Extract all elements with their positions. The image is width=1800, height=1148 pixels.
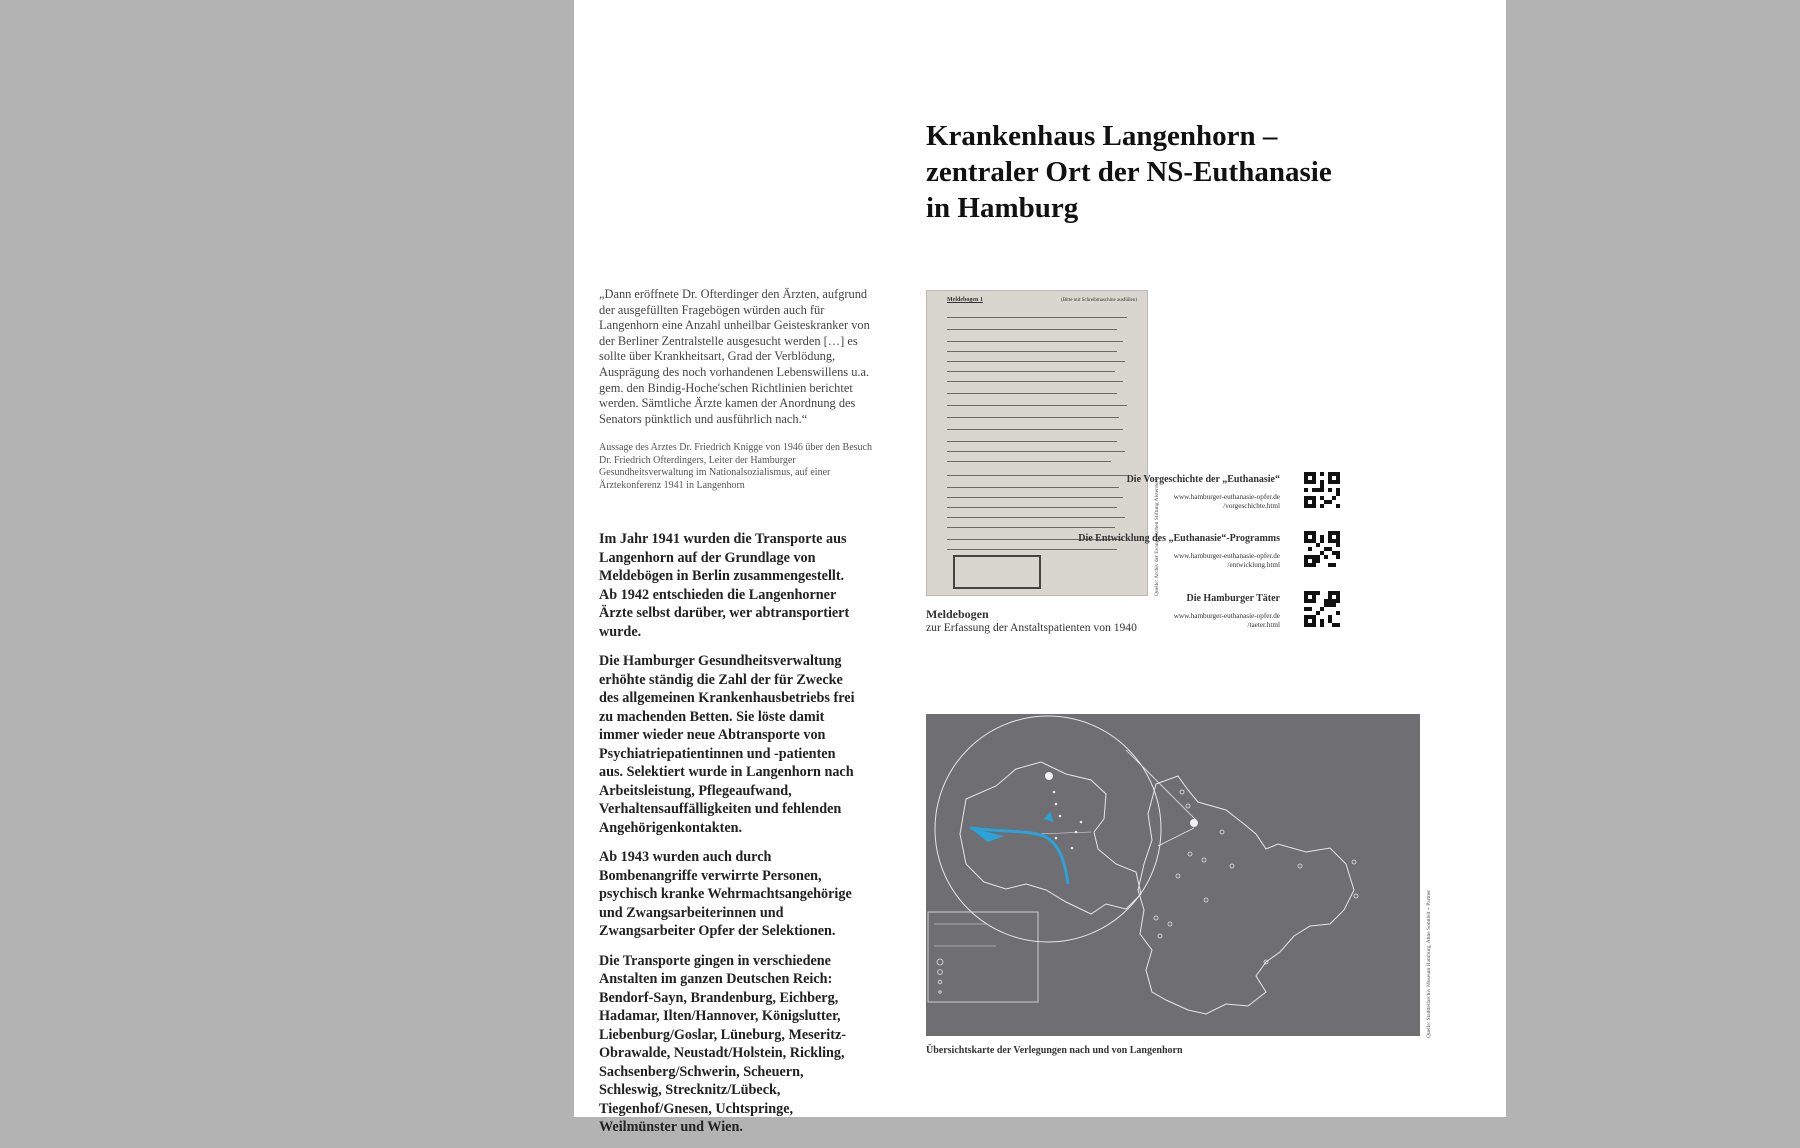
form-header-note: (Bitte mit Schreibmaschine ausfüllen) bbox=[1061, 298, 1137, 303]
paragraph: Die Hamburger Gesundheitsverwaltung erhöhte ständig die Zahl der für Zwecke des allgemeinen Krankenhausbetriebs frei zu machenden Betten. Sie löste damit immer wieder neue Abtransporte von Psychiatriepatientinnen und -patienten aus. Selektiert wurde in Langenhorn nach Arbeitsleistung, Pflegeaufwand, Verhaltensauffälligkeiten und fehlenden Angehörigenkontakten. bbox=[599, 653, 855, 836]
panel-title: Krankenhaus Langenhorn – zentraler Ort der NS-Euthanasie in Hamburg bbox=[926, 120, 1332, 224]
qr-link-title: Die Hamburger Täter bbox=[1186, 593, 1280, 604]
qr-code-icon[interactable] bbox=[1304, 531, 1340, 567]
qr-link-title: Die Entwicklung des „Euthanasie“-Programms bbox=[1078, 533, 1280, 544]
map-legend bbox=[928, 912, 1038, 1002]
qr-link-url: www.hamburger-euthanasie-opfer.de /vorgeschichte.html bbox=[1173, 493, 1280, 510]
qr-link-taeter[interactable] bbox=[1048, 593, 1400, 633]
qr-code-icon[interactable] bbox=[1304, 591, 1340, 627]
qr-link-entwicklung[interactable] bbox=[1048, 533, 1400, 573]
map-connector-line bbox=[1126, 750, 1196, 820]
paragraph: Die Transporte gingen in verschiedene Anstalten im ganzen Deutschen Reich: Bendorf-Sayn, Brandenburg, Eichberg, Hadamar, Ilten/Hannover, Königslutter, Liebenburg/Goslar, Lüneburg, Meseritz-Obrawalde, Neustadt/Holstein, Rickling, Sachsenberg/Schwerin, Scheuern, Schleswig, Strecknitz/Lübeck, Tiegenhof/Gnesen, Uchtspringe, Weilmünster und Wien. bbox=[599, 952, 846, 1135]
germany-outline bbox=[1138, 776, 1354, 1014]
form-caption-title: Meldebogen bbox=[926, 607, 989, 621]
qr-link-url: www.hamburger-euthanasie-opfer.de /taeter.html bbox=[1173, 612, 1280, 629]
transfer-overview-map bbox=[926, 714, 1420, 1036]
qr-link-url: www.hamburger-euthanasie-opfer.de /entwicklung.html bbox=[1173, 552, 1280, 569]
quote-source: Aussage des Arztes Dr. Friedrich Knigge von 1946 über den Besuch Dr. Friedrich Ofterdingers, Leiter der Hamburger Gesundheitsverwaltung im Nationalsozialismus, auf einer Ärztekonferenz 1941 in Langenhorn bbox=[599, 442, 872, 491]
body-text bbox=[599, 530, 861, 1148]
map-graphic bbox=[926, 714, 1420, 1036]
form-signature-box bbox=[953, 555, 1041, 589]
form-caption-subtitle: zur Erfassung der Anstaltspatienten von 1940 bbox=[926, 621, 1137, 634]
qr-code-icon[interactable] bbox=[1304, 472, 1340, 508]
map-caption: Übersichtskarte der Verlegungen nach und von Langenhorn bbox=[926, 1045, 1183, 1056]
qr-link-vorgeschichte[interactable] bbox=[1048, 474, 1400, 514]
map-connector-line bbox=[1158, 828, 1194, 846]
form-image-credit: Quelle: Archiv der Evangelischen Stiftung Alsterdorf bbox=[1154, 478, 1160, 596]
quote-text: „Dann eröffnete Dr. Ofterdinger den Ärzten, aufgrund der ausgefüllten Fragebögen würden auch für Langenhorn eine Anzahl unheilbar Geisteskranker von der Berliner Zentralstelle ausgesucht werden […] es sollte über Krankheitsart, Grad der Verblödung, Ausprägung des noch vorhandenen Lebenswillens u.a. gem. den Bindig-Hoche'schen Richtlinien berichtet werden. Sämtliche Ärzte kamen der Anordnung des Senators pünktlich und ausführlich nach.“ bbox=[599, 287, 870, 426]
map-point-hamburg bbox=[1190, 819, 1198, 827]
paragraph: Im Jahr 1941 wurden die Transporte aus Langenhorn auf der Grundlage von Meldebögen in Berlin zusammengestellt. Ab 1942 entschieden die Langenhorner Ärzte selbst darüber, wer abtransportiert wurde. bbox=[599, 531, 850, 640]
form-header: Meldebogen 1 bbox=[947, 297, 983, 303]
exhibition-panel bbox=[574, 0, 1506, 1135]
map-point bbox=[1045, 772, 1053, 780]
map-credit: Quelle: Stadtteilarchiv Museum Hamburg, Ahne Sonnleit + Partner bbox=[1426, 889, 1432, 1038]
paragraph: Ab 1943 wurden auch durch Bombenangriffe verwirrte Personen, psychisch kranke Wehrmachtsangehörige und Zwangsarbeiterinnen und Zwangsarbeiter Opfer der Selektionen. bbox=[599, 849, 852, 939]
qr-link-title: Die Vorgeschichte der „Euthanasie“ bbox=[1126, 474, 1280, 485]
